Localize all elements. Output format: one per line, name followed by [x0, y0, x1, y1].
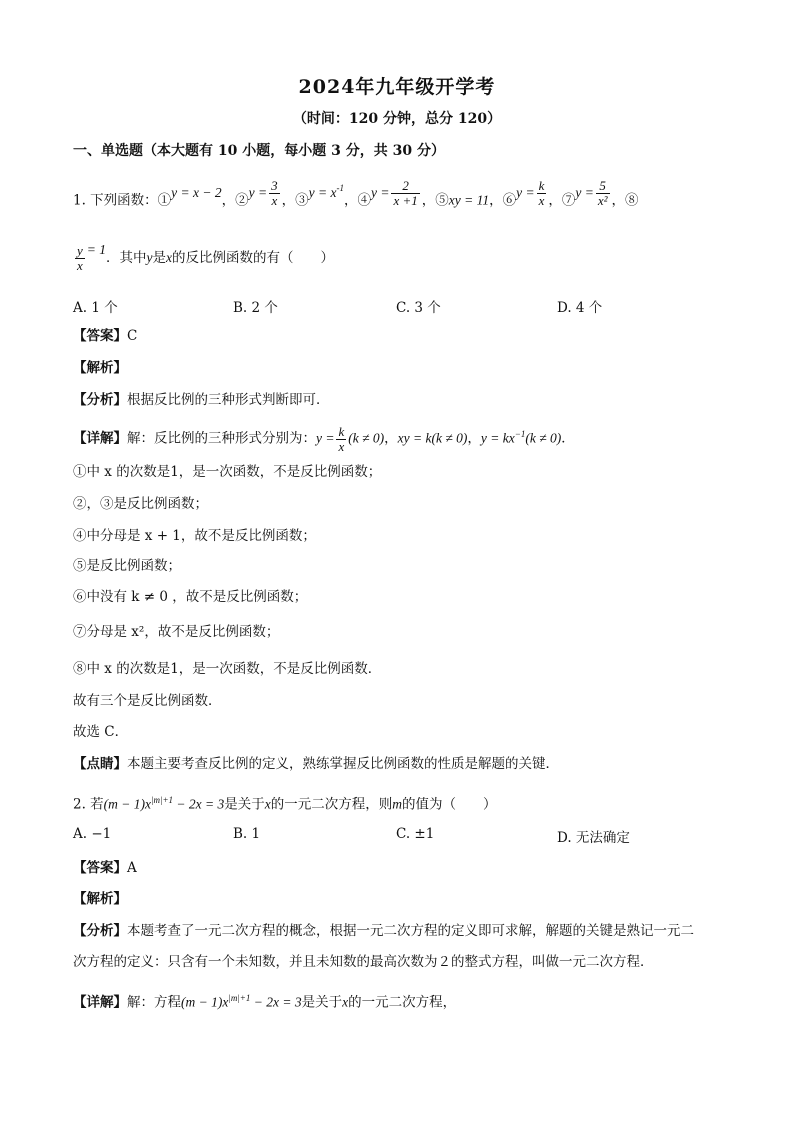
document-subtitle: （时间：120 分钟，总分 120）: [292, 111, 502, 127]
q2-fenxi-line1: [73, 921, 694, 941]
q2-var-m: m: [392, 796, 403, 812]
q1-stem-a: ．其中: [106, 250, 147, 266]
q1-func2-den: x: [271, 192, 278, 208]
q2-option-b: B. 1: [233, 826, 261, 842]
q1-analysis-tag: [73, 358, 127, 378]
q2-answer: [73, 858, 137, 878]
q1-func2-num: 3: [271, 177, 278, 193]
q1-func8-den: x: [77, 258, 83, 273]
document-title: 2024年九年级开学考: [298, 76, 496, 98]
q1-line-6: ⑦分母是 x²，故不是反比例函数；: [73, 624, 280, 640]
q2-xj-equation-exponent: |m|+1: [228, 993, 251, 1003]
q1-xj-form1-lhs: y =: [316, 430, 335, 446]
q1-func6-lhs: y =: [516, 184, 535, 200]
q1-circ6: ，⑥: [489, 192, 517, 209]
q1-line-8: 故有三个是反比例函数．: [73, 693, 222, 709]
q1-circ2: ，②: [221, 192, 249, 209]
q2-fenxi-text1: 本题考查了一元二次方程的概念，根据一元二次方程的定义即可求解，解题的关键是熟记一元二: [127, 923, 694, 939]
q2-equation-rest: − 2x = 3: [173, 796, 225, 812]
q2-option-c: C. ±1: [396, 826, 435, 842]
q1-circ7: ，⑦: [548, 192, 576, 209]
q1-func4-lhs: y =: [370, 184, 390, 200]
q1-func6-num: k: [538, 177, 545, 193]
q1-fenxi: [73, 390, 330, 410]
q1-func2-lhs: y =: [248, 184, 268, 200]
q1-func4-frac: [391, 179, 419, 208]
q2-fenxi-line2: 次方程的定义：只含有一个未知数，并且未知数的最高次数为２的整式方程，叫做一元二次方程．: [73, 954, 654, 970]
q1-xj-form3-cond: (k ≠ 0): [525, 430, 562, 446]
q1-xj-form1-den: x: [338, 438, 345, 454]
q1-dianjing-text: 本题主要考查反比例的定义，熟练掌握反比例函数的性质是解题的关键．: [127, 756, 559, 772]
q1-circ1: ①: [157, 192, 172, 209]
q1-xj-end: ．: [561, 430, 575, 447]
q1-stem-c: 的反比例函数的有（ ）: [172, 250, 335, 266]
q1-func7-num: 5: [596, 179, 610, 194]
q2-xj-equation-rest: − 2x = 3: [250, 994, 302, 1010]
q2-var-x: x: [264, 796, 271, 812]
q1-func2-frac: [269, 179, 280, 208]
q1-func8-rhs: = 1: [86, 242, 107, 257]
q1-line-2: ②，③是反比例函数；: [73, 496, 208, 512]
q2-answer-tag: 【答案】: [73, 860, 127, 876]
q1-xj-form1-num: k: [338, 423, 345, 439]
q2-xiangjie: [73, 988, 456, 1013]
q2-option-d: D. 无法确定: [557, 830, 630, 846]
q1-fenxi-text: 根据反比例的三种形式判断即可．: [127, 392, 330, 408]
q2-option-a: A. −1: [73, 826, 112, 842]
q1-line-1: ①中 x 的次数是1，是一次函数，不是反比例函数；: [73, 464, 382, 480]
q1-option-d: D. 4 个: [557, 300, 603, 316]
q1-line-4: ⑤是反比例函数；: [73, 558, 181, 574]
q1-answer: [73, 326, 137, 346]
q2-stem-b: 是关于: [224, 796, 265, 813]
q1-circ5: ，⑤: [421, 192, 449, 209]
q1-dianjing-tag: 【点睛】: [73, 756, 127, 772]
q1-xj-sep1: ，: [384, 430, 398, 447]
q1-circ8: ，⑧: [611, 192, 639, 209]
q1-func8-frac: [75, 244, 85, 273]
q2-stem-d: 的值为（ ）: [402, 796, 497, 813]
q1-line-5: ⑥中没有 k ≠ 0 ，故不是反比例函数；: [73, 589, 308, 605]
q2-answer-value: A: [127, 860, 137, 876]
q2-xiangjie-text-b: 是关于: [301, 994, 343, 1011]
q2-stem-c: 的一元二次方程，则: [270, 796, 393, 813]
q1-xiangjie-text: 解：反比例的三种形式分别为：: [127, 430, 316, 447]
q1-xj-sep2: ，: [467, 430, 481, 447]
q2-xiangjie-tag: 【详解】: [73, 994, 127, 1011]
q2-fenxi-tag: 【分析】: [73, 923, 127, 939]
q1-answer-tag: 【答案】: [73, 328, 127, 344]
q1-prefix: 1. 下列函数：: [73, 192, 158, 209]
q2-xiangjie-text-c: 的一元二次方程，: [348, 994, 457, 1011]
q2-stem-a: 2. 若: [73, 796, 104, 813]
q1-line-3: ④中分母是 x + 1，故不是反比例函数；: [73, 528, 316, 544]
q1-line-9: 故选 C．: [73, 724, 129, 740]
q1-xj-form1-cond: (k ≠ 0): [348, 430, 385, 446]
q2-stem: [73, 790, 497, 815]
q1-func1: y = x − 2: [171, 184, 222, 200]
q1-stem-line2: [73, 244, 334, 273]
q1-option-b: B. 2 个: [233, 300, 278, 316]
q2-analysis-tag: [73, 889, 127, 909]
q1-option-c: C. 3 个: [396, 300, 441, 316]
q1-circ3: ，③: [281, 192, 309, 209]
q1-xj-form3: y = kx: [480, 430, 515, 446]
q1-stem-b: 是: [152, 250, 167, 266]
q1-func7-lhs: y =: [575, 184, 594, 200]
q1-func4-num: 2: [391, 179, 419, 194]
q2-equation-exponent: |m|+1: [151, 795, 174, 805]
q1-answer-value: C: [127, 328, 138, 344]
q1-stem-line1: [73, 177, 639, 216]
q1-line-7: ⑧中 x 的次数是1，是一次函数，不是反比例函数．: [73, 661, 382, 677]
q1-xiangjie-tag: 【详解】: [73, 430, 127, 447]
q1-stem-x: x: [166, 250, 173, 265]
q1-fenxi-tag: 【分析】: [73, 392, 127, 408]
q1-analysis-label: 【解析】: [73, 360, 127, 376]
q2-xiangjie-text-a: 解：方程: [127, 994, 181, 1011]
q1-func7-frac: [596, 179, 610, 208]
q1-func6-den: x: [538, 192, 545, 208]
q1-func8-num: y: [77, 243, 83, 258]
q1-func4-den: x +1: [393, 192, 418, 208]
q1-dianjing: [73, 754, 559, 774]
q1-xj-form1-frac: [336, 425, 346, 454]
q1-option-a: A. 1 个: [73, 300, 118, 316]
q1-circ4: ，④: [343, 192, 371, 209]
q2-analysis-label: 【解析】: [73, 891, 127, 907]
q1-func3-sup: -1: [336, 183, 344, 193]
q1-xiangjie: [73, 424, 575, 454]
section-heading: 一、单选题（本大题有 10 小题，每小题 3 分，共 30 分）: [73, 143, 445, 159]
q2-xj-equation: (m − 1)x: [181, 994, 229, 1010]
q1-func7-den: x²: [597, 192, 608, 208]
q1-func6-frac: [537, 179, 547, 208]
q1-func3: y = x: [308, 184, 337, 200]
q1-func5: xy = 11: [448, 192, 490, 208]
q1-stem-y: y: [146, 250, 153, 265]
q2-equation: (m − 1)x: [103, 796, 152, 812]
q2-xj-var-x: x: [342, 994, 349, 1010]
q1-xj-form2: xy = k(k ≠ 0): [397, 430, 468, 446]
q1-xj-form3-sup: −1: [514, 429, 526, 439]
